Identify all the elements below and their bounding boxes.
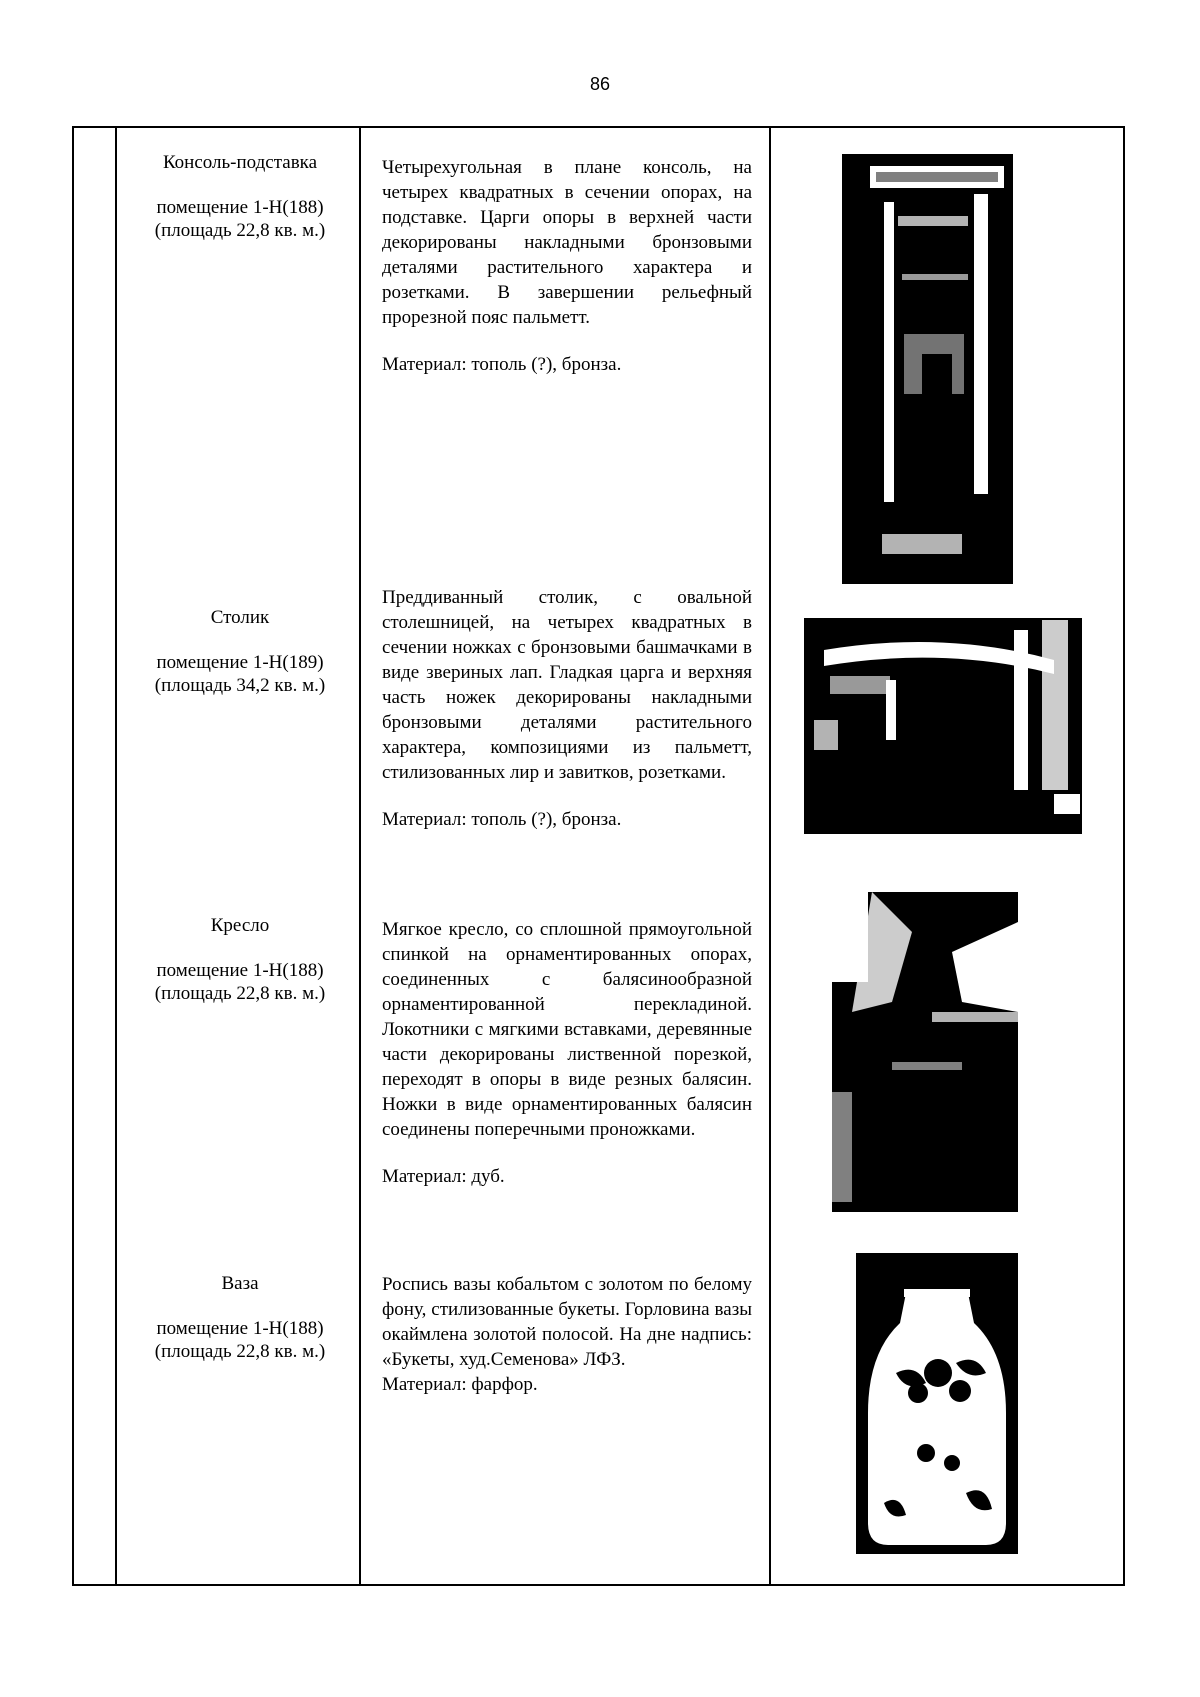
item-title: Кресло <box>210 915 270 936</box>
item-title: Консоль-подставка <box>162 152 318 173</box>
item-description: Роспись вазы кобальтом с золотом по белому фону, стилизованные букеты. Горловина вазы окаймлена золотой полосой. На дне надпись: «Букеты, худ.Семенова» ЛФЗ. <box>382 1274 752 1370</box>
item-name-cell <box>118 1272 362 1363</box>
item-name-cell <box>118 606 362 697</box>
item-title: Ваза <box>221 1273 259 1294</box>
item-description: Четырехугольная в плане консоль, на четырех квадратных в сечении опорах, на подставке. Царги опоры в верхней части декорированы накладными бронзовыми деталями растительного характера и розетками. В завершении рельефный прорезной пояс пальметт. <box>382 157 752 328</box>
item-room: помещение 1-Н(188) <box>156 1318 324 1339</box>
armchair-photo <box>832 892 1036 1212</box>
item-name-cell <box>118 151 362 242</box>
table-photo <box>804 610 1082 834</box>
table-divider-1 <box>115 126 117 1586</box>
item-room: помещение 1-Н(189) <box>156 652 324 673</box>
item-name-cell <box>118 914 362 1005</box>
table-divider-3 <box>769 126 771 1586</box>
item-material: Материал: фарфор. <box>382 1374 538 1395</box>
table-divider-2 <box>359 126 361 1586</box>
item-room: помещение 1-Н(188) <box>156 197 324 218</box>
page-number: 86 <box>589 74 611 94</box>
item-description-cell <box>382 155 752 377</box>
vase-photo <box>856 1253 1018 1554</box>
item-title: Столик <box>210 607 270 628</box>
item-material: Материал: дуб. <box>382 1166 505 1187</box>
item-material: Материал: тополь (?), бронза. <box>382 809 622 830</box>
item-description-cell <box>382 917 752 1189</box>
console-stand-photo <box>842 154 1013 584</box>
item-area: (площадь 22,8 кв. м.) <box>154 983 326 1004</box>
item-area: (площадь 22,8 кв. м.) <box>154 220 326 241</box>
item-area: (площадь 22,8 кв. м.) <box>154 1341 326 1362</box>
item-description-cell <box>382 1272 752 1397</box>
item-material: Материал: тополь (?), бронза. <box>382 354 622 375</box>
item-area: (площадь 34,2 кв. м.) <box>154 675 326 696</box>
item-description: Преддиванный столик, с овальной столешницей, на четырех квадратных в сечении ножках с бронзовыми башмачками в виде звериных лап. Гладкая царга и верхняя часть ножек декорированы накладными бронзовыми деталями растительного характера, композициями из пальметт, стилизованных лир и завитков, розетками. <box>382 587 752 783</box>
item-room: помещение 1-Н(188) <box>156 960 324 981</box>
item-description-cell <box>382 585 752 832</box>
item-description: Мягкое кресло, со сплошной прямоугольной спинкой на орнаментированных опорах, соединенных с балясинообразной орнаментированной перекладиной. Локотники с мягкими вставками, деревянные части декорированы лиственной порезкой, переходят в опоры в виде резных балясин. Ножки в виде орнаментированных балясин соединены поперечными проножками. <box>382 919 752 1140</box>
